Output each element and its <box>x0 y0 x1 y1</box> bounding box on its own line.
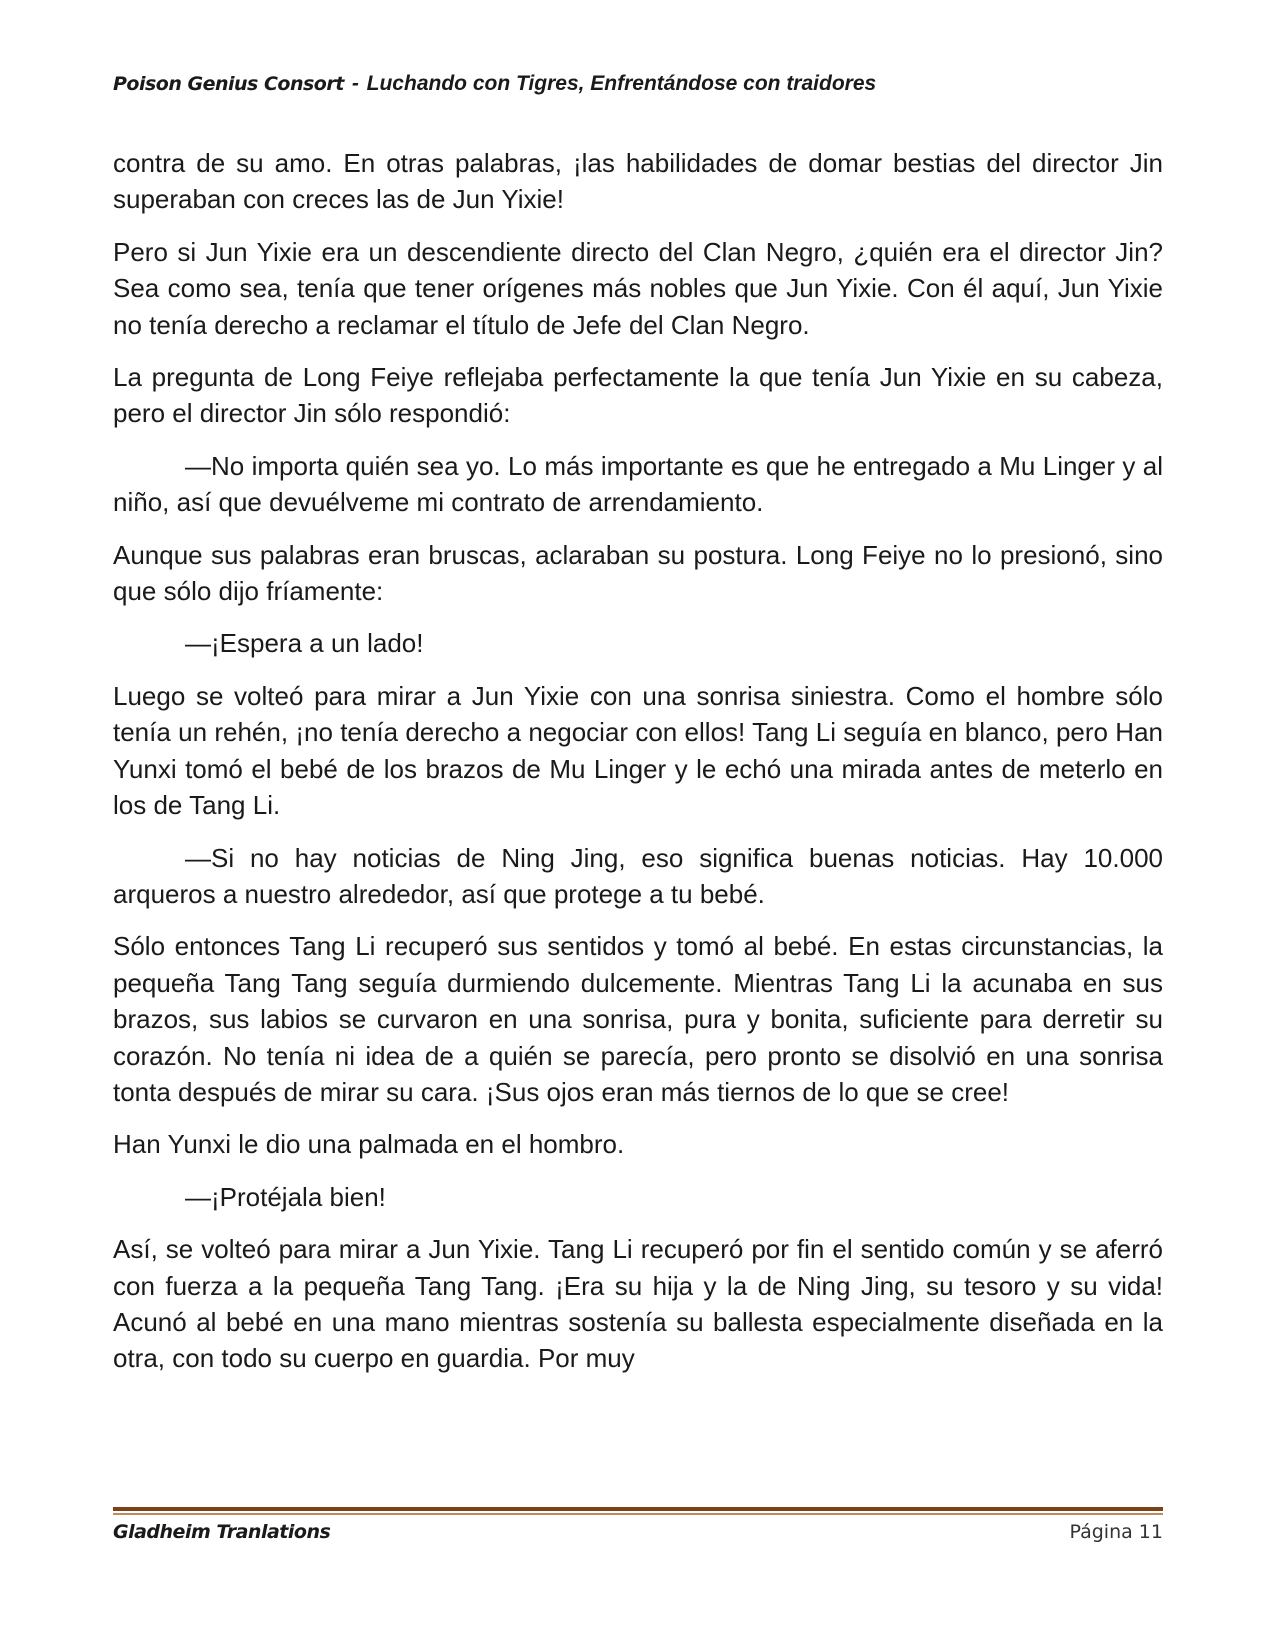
dialog-paragraph: —¡Protéjala bien! <box>185 1181 386 1212</box>
paragraph: Así, se volteó para mirar a Jun Yixie. Tang Li recuperó por fin el sentido común y se aferró con fuerza a la pequeña Tang Tang. ¡Era su hija y la de Ning Jing, su tesoro y su vida! Acunó al bebé en una mano mientras sostenía su ballesta especialmente diseñada en la otra, con todo su cuerpo en guardia. Por muy <box>113 1234 1163 1374</box>
paragraph: Pero si Jun Yixie era un descendiente directo del Clan Negro, ¿quién era el director Jin? Sea como sea, tenía que tener orígenes más nobles que Jun Yixie. Con él aquí, Jun Yixie no tenía derecho a reclamar el título de Jefe del Clan Negro. <box>113 236 1163 340</box>
footer-divider-thick <box>113 1507 1163 1511</box>
page-number: Página 11 <box>1069 1521 1163 1543</box>
paragraph: Luego se volteó para mirar a Jun Yixie con una sonrisa siniestra. Como el hombre sólo tenía un rehén, ¡no tenía derecho a negociar con ellos! Tang Li seguía en blanco, pero Han Yunxi tomó el bebé de los brazos de Mu Linger y le echó una mirada antes de meterlo en los de Tang Li. <box>113 680 1163 821</box>
paragraph: Sólo entonces Tang Li recuperó sus sentidos y tomó al bebé. En estas circunstancias, la pequeña Tang Tang seguía durmiendo dulcemente. Mientras Tang Li la acunaba en sus brazos, sus labios se curvaron en una sonrisa, pura y bonita, suficiente para derretir su corazón. No tenía ni idea de a quién se parecía, pero pronto se disolvió en una sonrisa tonta después de mirar su cara. ¡Sus ojos eran más tiernos de lo que se cree! <box>113 931 1163 1107</box>
dialog-paragraph: —¡Espera a un lado! <box>185 628 424 659</box>
paragraph: Han Yunxi le dio una palmada en el hombro. <box>113 1129 625 1160</box>
dialog-paragraph: —No importa quién sea yo. Lo más importante es que he entregado a Mu Linger y al niño, así que devuélveme mi contrato de arrendamiento. <box>113 450 1163 518</box>
chapter-title: Luchando con Tigres, Enfrentándose con traidores <box>366 72 877 95</box>
series-title: Poison Genius Consort <box>113 73 344 95</box>
paragraph: Aunque sus palabras eran bruscas, aclaraban su postura. Long Feiye no lo presionó, sino que sólo dijo fríamente: <box>113 539 1163 607</box>
publisher-name: Gladheim Tranlations <box>113 1521 331 1543</box>
paragraph: contra de su amo. En otras palabras, ¡las habilidades de domar bestias del director Jin superaban con creces las de Jun Yixie! <box>113 148 1163 215</box>
footer-divider <box>113 1507 1163 1515</box>
paragraph: La pregunta de Long Feiye reflejaba perfectamente la que tenía Jun Yixie en su cabeza, pero el director Jin sólo respondió: <box>113 362 1163 429</box>
footer-divider-thin <box>113 1513 1163 1515</box>
dialog-paragraph: —Si no hay noticias de Ning Jing, eso significa buenas noticias. Hay 10.000 arqueros a nuestro alrededor, así que protege a tu bebé. <box>113 842 1163 909</box>
page-body <box>113 145 1163 1393</box>
header-separator: - <box>351 72 359 95</box>
page-header <box>113 72 1163 96</box>
